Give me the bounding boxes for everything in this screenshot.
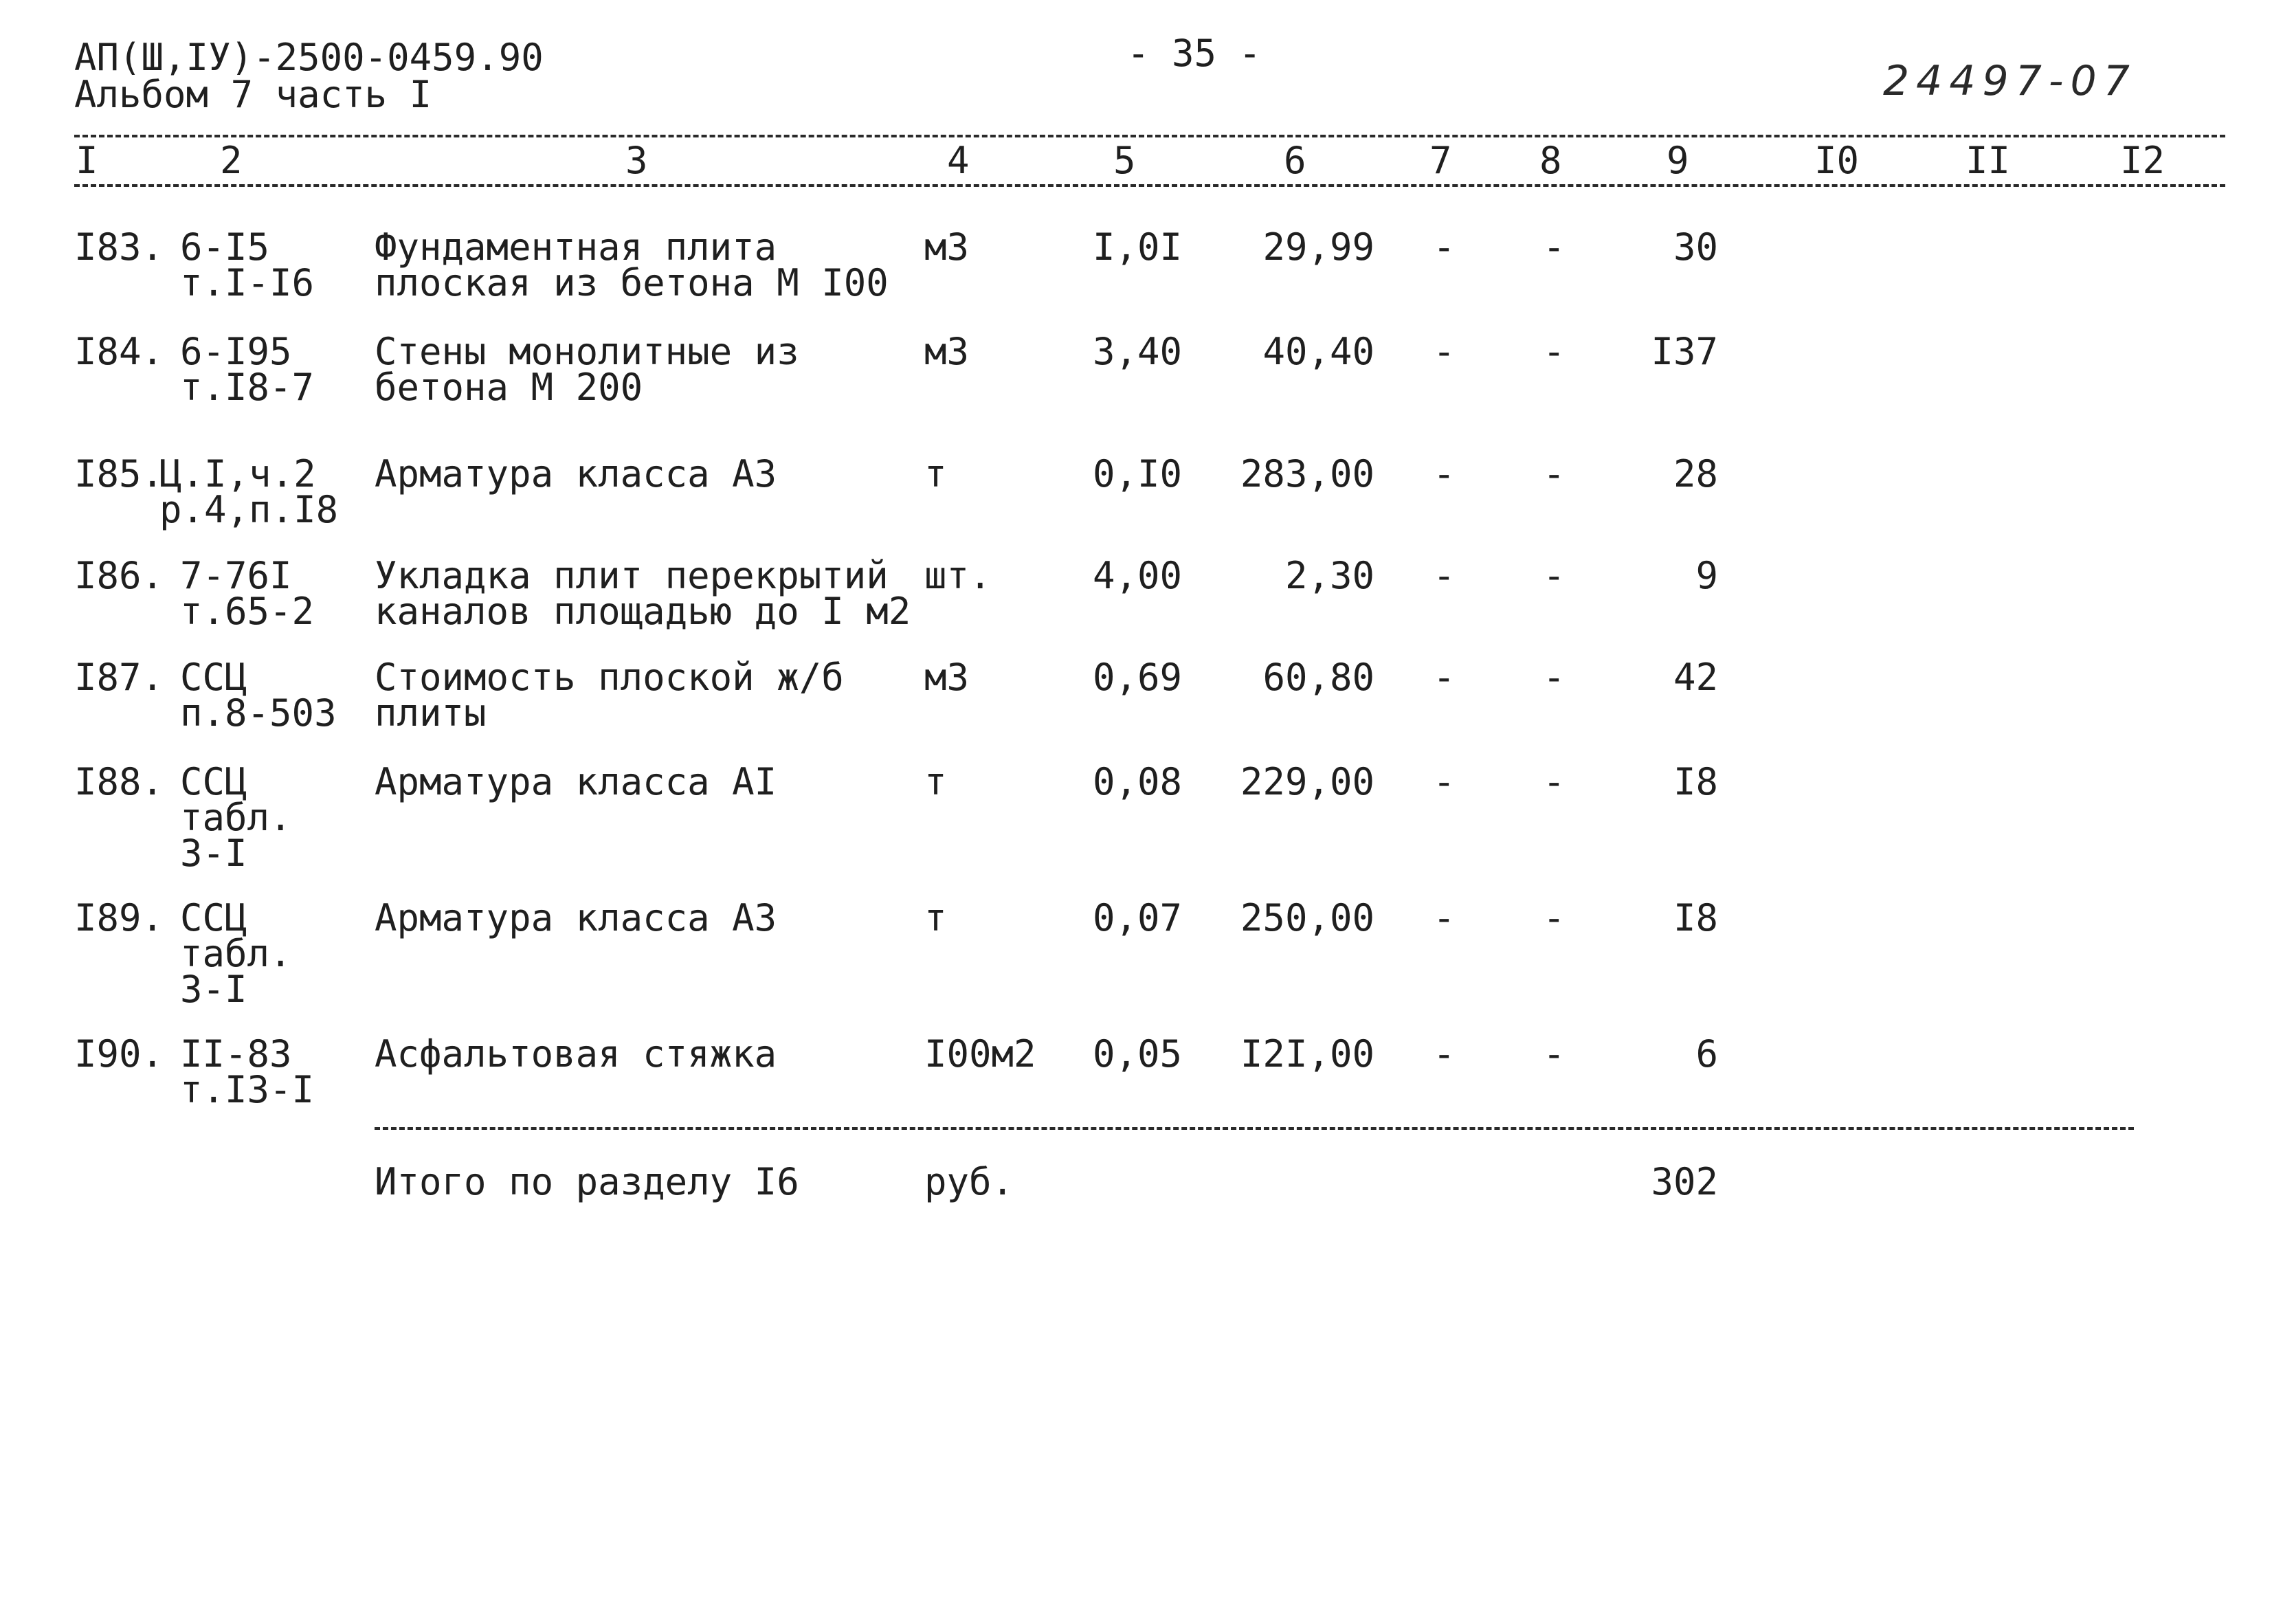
unit: шт. <box>924 554 992 597</box>
column-header-4: 4 <box>947 139 970 182</box>
work-name-line: Арматура класса АI <box>375 760 777 803</box>
unit-price: 60,80 <box>1262 656 1374 699</box>
norm-code-line: ССЦ <box>180 656 247 699</box>
work-name-line: Стены монолитные из <box>375 330 799 373</box>
norm-code-line: р.4,п.I8 <box>159 488 339 531</box>
quantity: 0,07 <box>1093 896 1183 939</box>
header-top-rule <box>74 135 2225 137</box>
column-header-9: 9 <box>1667 139 1689 182</box>
norm-code-line: табл. <box>180 932 292 975</box>
work-name-line: Фундаментная плита <box>375 225 777 269</box>
quantity: 0,05 <box>1093 1032 1183 1076</box>
unit: т <box>924 760 947 803</box>
row-number: I88. <box>74 760 164 803</box>
total-cost: 6 <box>1695 1032 1718 1076</box>
summary-total: 302 <box>1651 1160 1718 1203</box>
col-7-value: - <box>1433 1032 1456 1076</box>
total-cost: 30 <box>1673 225 1718 269</box>
work-name-line: Стоимость плоской ж/б <box>375 656 844 699</box>
row-number: I89. <box>74 896 164 939</box>
column-header-1: I <box>76 139 98 182</box>
col-8-value: - <box>1543 554 1566 597</box>
work-name-line: Арматура класса А3 <box>375 896 777 939</box>
col-7-value: - <box>1433 656 1456 699</box>
unit: I00м2 <box>924 1032 1036 1076</box>
col-7-value: - <box>1433 760 1456 803</box>
row-number: I86. <box>74 554 164 597</box>
quantity: 3,40 <box>1093 330 1183 373</box>
col-7-value: - <box>1433 896 1456 939</box>
column-header-11: II <box>1965 139 2011 182</box>
row-number: I87. <box>74 656 164 699</box>
column-header-3: 3 <box>625 139 648 182</box>
norm-code-line: 3-I <box>180 832 247 875</box>
col-7-value: - <box>1433 554 1456 597</box>
col-8-value: - <box>1543 760 1566 803</box>
unit-price: 229,00 <box>1240 760 1374 803</box>
total-cost: I8 <box>1673 896 1718 939</box>
work-name-line: плоская из бетона М I00 <box>375 261 889 304</box>
row-number: I83. <box>74 225 164 269</box>
norm-code-line: п.8-503 <box>180 691 337 735</box>
norm-code-line: 6-I95 <box>180 330 292 373</box>
column-header-5: 5 <box>1113 139 1136 182</box>
unit-price: I2I,00 <box>1240 1032 1374 1076</box>
quantity: 0,69 <box>1093 656 1183 699</box>
total-cost: 28 <box>1673 452 1718 496</box>
work-name-line: Укладка плит перекрытий <box>375 554 889 597</box>
norm-code-line: 3-I <box>180 968 247 1011</box>
column-header-10: I0 <box>1814 139 1860 182</box>
quantity: I,0I <box>1093 225 1183 269</box>
document-code: АП(Ш,IУ)-2500-0459.90 <box>74 36 544 79</box>
archive-stamp-number: 24497-07 <box>1883 57 2137 105</box>
total-cost: 42 <box>1673 656 1718 699</box>
row-number: I90. <box>74 1032 164 1076</box>
column-header-12: I2 <box>2120 139 2165 182</box>
total-cost: 9 <box>1695 554 1718 597</box>
col-7-value: - <box>1433 225 1456 269</box>
work-name-line: каналов площадью до I м2 <box>375 590 911 633</box>
work-name-line: Арматура класса А3 <box>375 452 777 496</box>
norm-code-line: Ц.I,ч.2 <box>159 452 316 496</box>
norm-code-line: 6-I5 <box>180 225 270 269</box>
work-name-line: бетона М 200 <box>375 366 643 409</box>
quantity: 0,08 <box>1093 760 1183 803</box>
col-8-value: - <box>1543 330 1566 373</box>
norm-code-line: табл. <box>180 796 292 839</box>
col-8-value: - <box>1543 225 1566 269</box>
col-7-value: - <box>1433 452 1456 496</box>
quantity: 0,I0 <box>1093 452 1183 496</box>
norm-code-line: т.65-2 <box>180 590 315 633</box>
work-name-line: Асфальтовая стяжка <box>375 1032 777 1076</box>
header-bottom-rule <box>74 184 2225 187</box>
album-part: Альбом 7 часть I <box>74 73 432 116</box>
work-name-line: плиты <box>375 691 487 735</box>
unit-price: 250,00 <box>1240 896 1374 939</box>
unit: т <box>924 896 947 939</box>
col-8-value: - <box>1543 1032 1566 1076</box>
unit-price: 283,00 <box>1240 452 1374 496</box>
norm-code-line: ССЦ <box>180 760 247 803</box>
summary-unit: руб. <box>924 1160 1014 1203</box>
norm-code-line: т.I3-I <box>180 1068 315 1111</box>
quantity: 4,00 <box>1093 554 1183 597</box>
unit-price: 2,30 <box>1284 554 1374 597</box>
page-number: - 35 - <box>1127 32 1262 75</box>
norm-code-line: т.I-I6 <box>180 261 315 304</box>
unit: м3 <box>924 330 970 373</box>
column-header-8: 8 <box>1539 139 1562 182</box>
norm-code-line: т.I8-7 <box>180 366 315 409</box>
norm-code-line: II-83 <box>180 1032 292 1076</box>
col-8-value: - <box>1543 656 1566 699</box>
unit-price: 29,99 <box>1262 225 1374 269</box>
col-8-value: - <box>1543 896 1566 939</box>
column-header-6: 6 <box>1284 139 1306 182</box>
total-cost: I8 <box>1673 760 1718 803</box>
norm-code-line: 7-76I <box>180 554 292 597</box>
unit-price: 40,40 <box>1262 330 1374 373</box>
col-8-value: - <box>1543 452 1566 496</box>
total-cost: I37 <box>1651 330 1718 373</box>
column-header-7: 7 <box>1429 139 1452 182</box>
unit: м3 <box>924 225 970 269</box>
norm-code-line: ССЦ <box>180 896 247 939</box>
column-header-2: 2 <box>220 139 243 182</box>
summary-rule <box>375 1127 2134 1130</box>
col-7-value: - <box>1433 330 1456 373</box>
unit: м3 <box>924 656 970 699</box>
row-number: I84. <box>74 330 164 373</box>
row-number: I85. <box>74 452 164 496</box>
unit: т <box>924 452 947 496</box>
summary-label: Итого по разделу I6 <box>375 1160 799 1203</box>
